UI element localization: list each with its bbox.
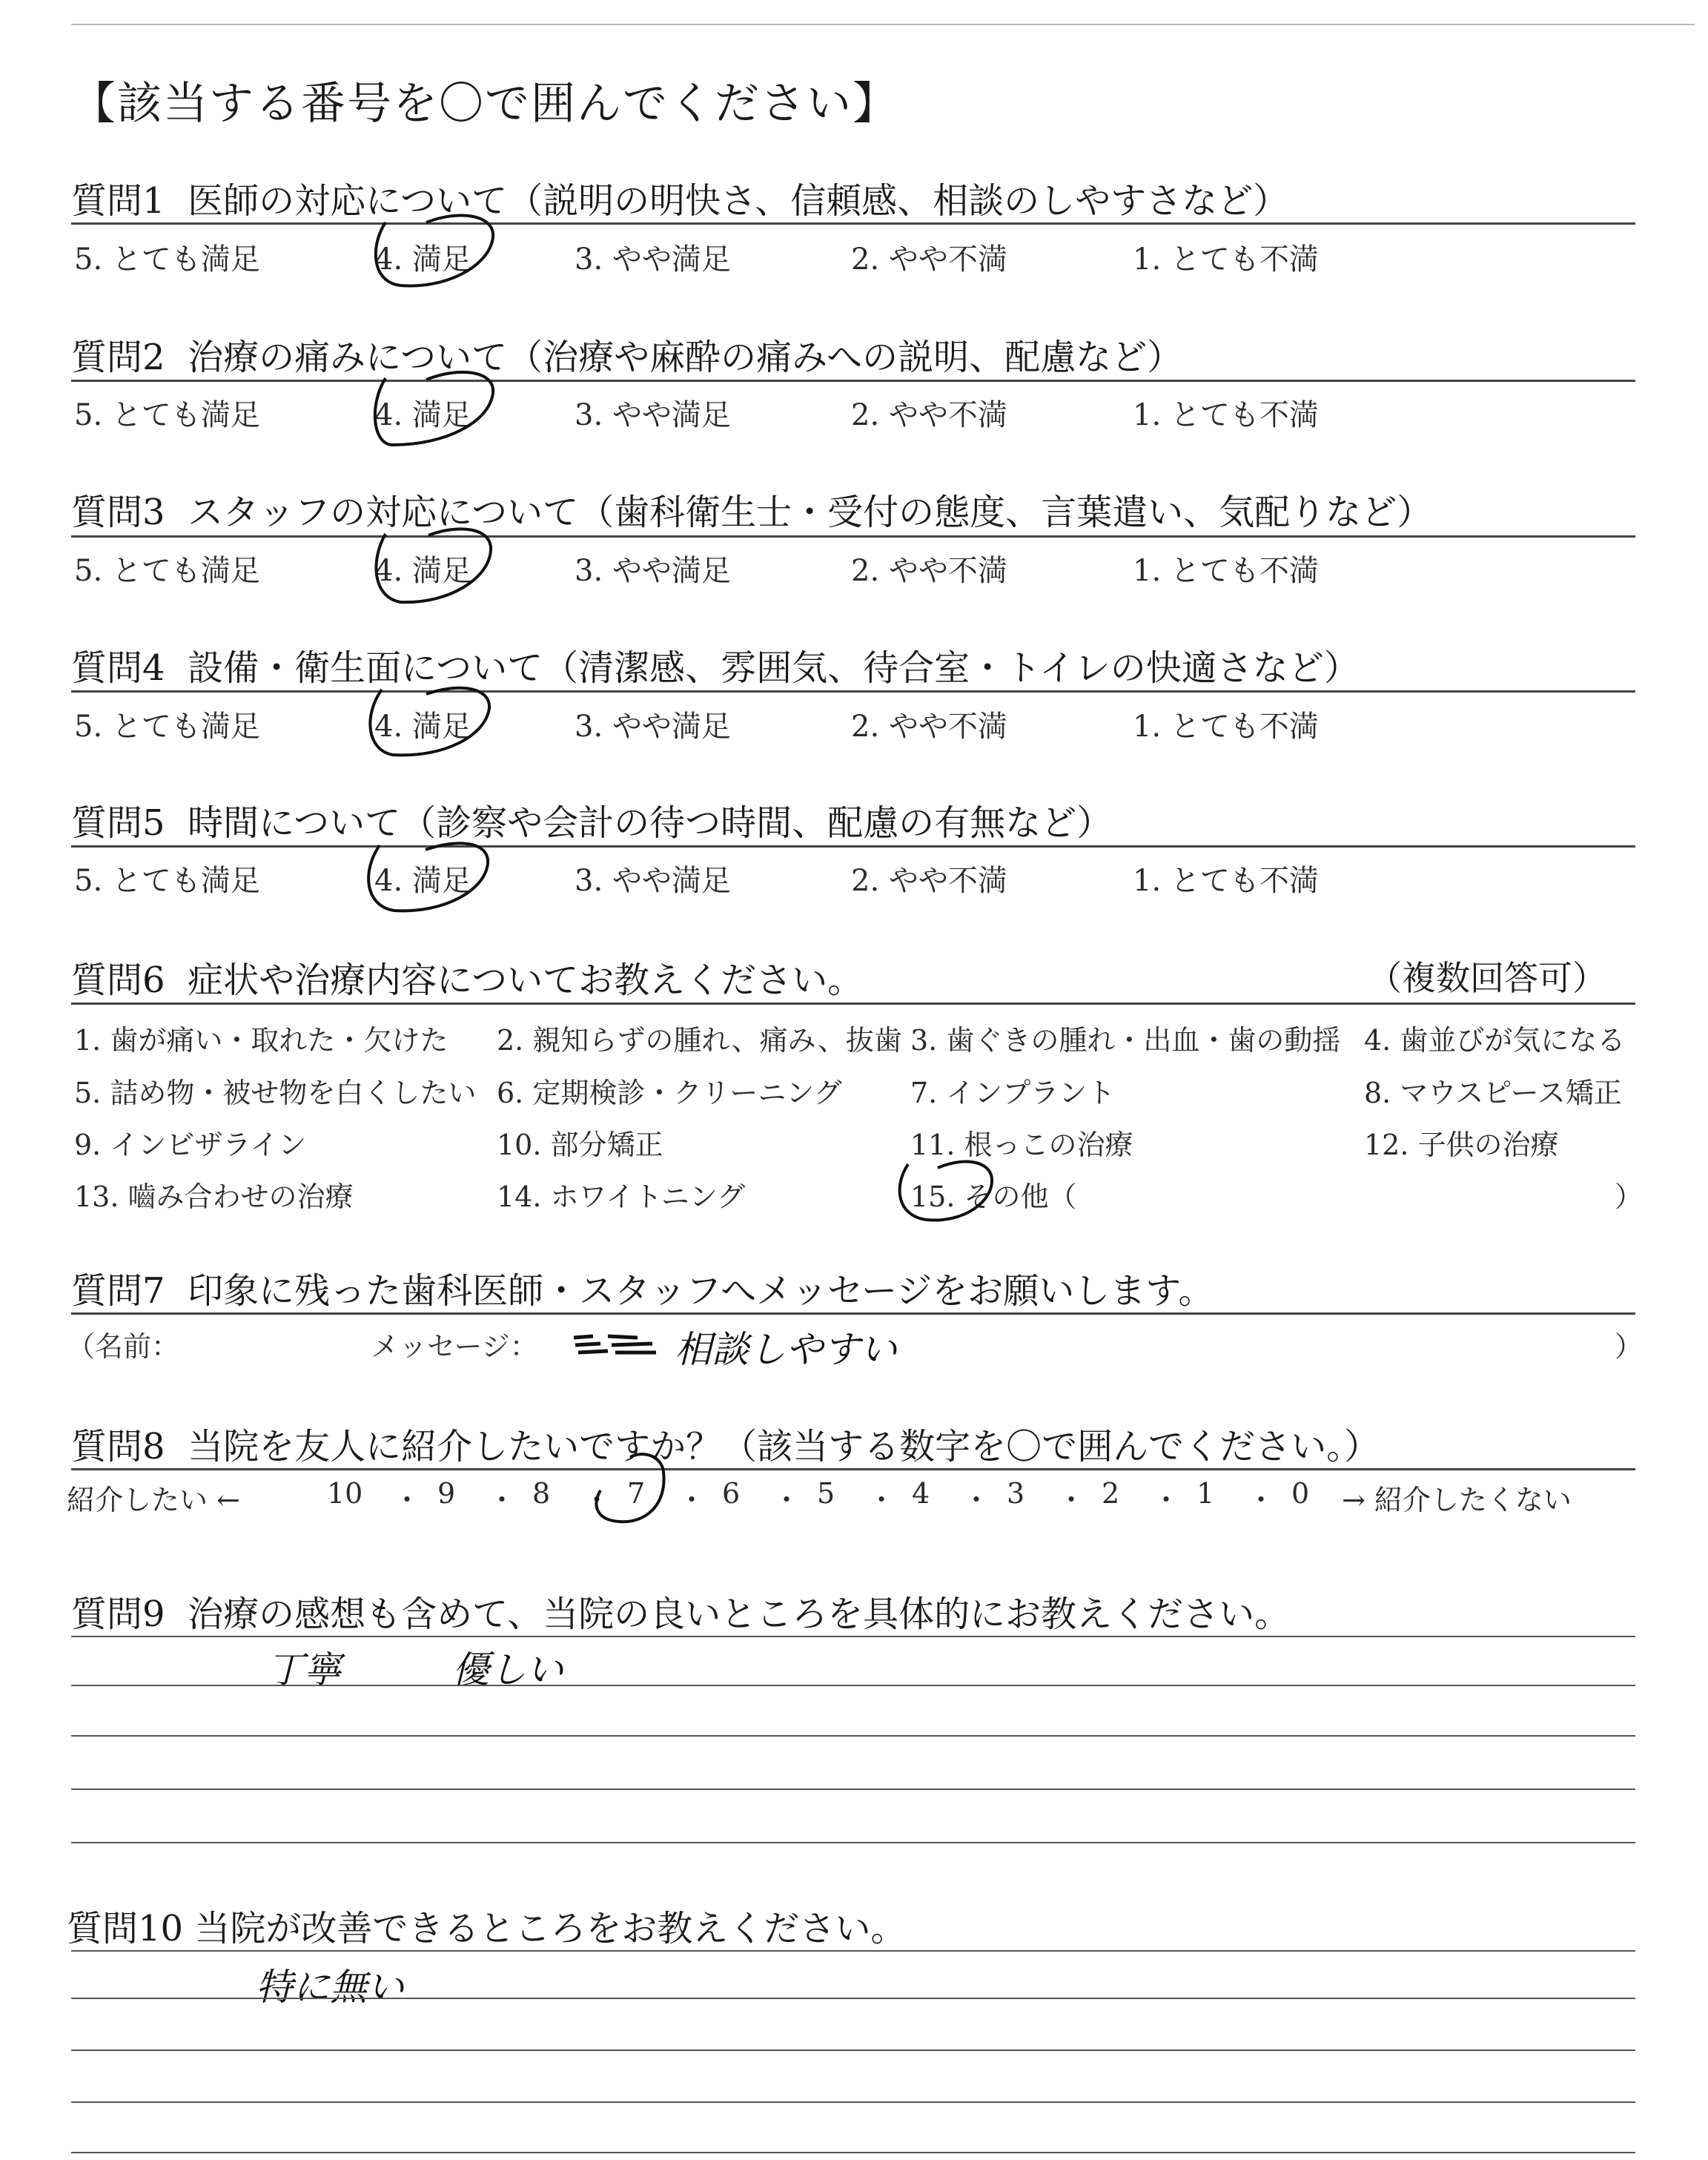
q6-option-7[interactable]: 7. インプラント	[910, 1077, 1116, 1109]
q6-option-13[interactable]: 13. 嚙み合わせの治療	[74, 1180, 354, 1213]
scale-1[interactable]: 1	[1196, 1477, 1215, 1510]
q2-option-1[interactable]: 1. とても不満	[1133, 398, 1319, 432]
question-10-label: 質問10	[67, 1908, 184, 1949]
q3-selection-circle	[376, 529, 491, 602]
question-9-text: 治療の感想も含めて、当院の良いところを具体的にお教えください。	[188, 1593, 1291, 1635]
q2-option-2[interactable]: 2. やや不満	[851, 398, 1007, 432]
q9-answer-1[interactable]: 丁寧	[267, 1648, 341, 1691]
q1-selection-circle	[376, 215, 493, 285]
question-9-label: 質問9	[71, 1593, 165, 1635]
q6-option-6[interactable]: 6. 定期検診・クリーニング	[497, 1077, 842, 1109]
question-6-label: 質問6	[71, 960, 165, 1001]
q5-selection-circle	[368, 843, 488, 911]
q6-option-4[interactable]: 4. 歯並びが気になる	[1364, 1024, 1626, 1057]
scale-dot: ・	[1247, 1484, 1276, 1516]
q3-option-2[interactable]: 2. やや不満	[851, 554, 1007, 588]
q4-option-1[interactable]: 1. とても不満	[1133, 710, 1319, 744]
multiple-answer-note: （複数回答可）	[1368, 958, 1606, 998]
q6-selection-circle	[900, 1162, 992, 1221]
scale-2[interactable]: 2	[1102, 1477, 1120, 1510]
scale-dot: ・	[867, 1484, 896, 1516]
message-label: メッセージ：	[371, 1330, 538, 1363]
q3-option-1[interactable]: 1. とても不満	[1133, 554, 1319, 588]
q5-option-4[interactable]: 4. 満足	[374, 864, 471, 898]
q6-option-9[interactable]: 9. インビザライン	[74, 1129, 307, 1161]
scale-7[interactable]: 7	[627, 1477, 646, 1510]
scale-dot: ・	[1152, 1484, 1181, 1516]
q3-option-5[interactable]: 5. とても満足	[74, 554, 260, 588]
q3-option-4[interactable]: 4. 満足	[374, 554, 471, 588]
question-2-text: 治療の痛みについて（治療や麻酔の痛みへの説明、配慮など）	[188, 337, 1183, 378]
question-1-label: 質問1	[71, 180, 165, 222]
q5-option-2[interactable]: 2. やや不満	[851, 864, 1007, 898]
q6-option-15[interactable]: 15. その他（	[910, 1180, 1077, 1213]
q6-option-12[interactable]: 12. 子供の治療	[1364, 1129, 1559, 1161]
q1-option-4[interactable]: 4. 満足	[374, 242, 471, 277]
q4-option-2[interactable]: 2. やや不満	[851, 710, 1007, 744]
question-3-label: 質問3	[71, 492, 165, 533]
q1-option-3[interactable]: 3. やや満足	[575, 242, 731, 277]
q6-option-15-close: ）	[1615, 1180, 1644, 1213]
question-1-text: 医師の対応について（説明の明快さ、信頼感、相談のしやすさなど）	[188, 180, 1289, 222]
question-5-label: 質問5	[71, 802, 165, 844]
question-8-text: 当院を友人に紹介したいですか？（該当する数字を〇で囲んでください。）	[188, 1426, 1380, 1467]
question-8-label: 質問8	[71, 1426, 165, 1467]
scale-dot: ・	[488, 1484, 517, 1516]
question-7-text: 印象に残った歯科医師・スタッフへメッセージをお願いします。	[188, 1270, 1214, 1312]
question-6-text: 症状や治療内容についてお教えください。	[188, 960, 864, 1001]
question-4-label: 質問4	[71, 647, 165, 689]
scale-0[interactable]: 0	[1291, 1477, 1310, 1510]
scale-dot: ・	[393, 1484, 422, 1516]
q2-option-3[interactable]: 3. やや満足	[575, 398, 731, 432]
q1-option-1[interactable]: 1. とても不満	[1133, 242, 1319, 277]
scale-5[interactable]: 5	[817, 1477, 835, 1510]
recommend-right-label: → 紹介したくない	[1342, 1484, 1572, 1516]
scale-9[interactable]: 9	[437, 1477, 456, 1510]
q6-option-8[interactable]: 8. マウスピース矯正	[1364, 1077, 1622, 1109]
q10-answer[interactable]: 特に無い	[256, 1966, 404, 2009]
q6-option-3[interactable]: 3. 歯ぐきの腫れ・出血・歯の動揺	[910, 1024, 1341, 1057]
q3-option-3[interactable]: 3. やや満足	[575, 554, 731, 588]
q1-option-2[interactable]: 2. やや不満	[851, 242, 1007, 277]
q2-selection-circle	[375, 372, 493, 445]
q4-selection-circle	[370, 688, 489, 756]
question-2-label: 質問2	[71, 337, 165, 378]
q2-option-4[interactable]: 4. 満足	[374, 398, 471, 432]
name-label: （名前：	[67, 1330, 180, 1363]
q9-answer-2[interactable]: 優しい	[452, 1648, 563, 1691]
question-7-label: 質問7	[71, 1270, 165, 1312]
scale-6[interactable]: 6	[722, 1477, 741, 1510]
q4-option-4[interactable]: 4. 満足	[374, 710, 471, 744]
q6-option-2[interactable]: 2. 親知らずの腫れ、痛み、抜歯	[497, 1024, 902, 1057]
message-close-paren: ）	[1615, 1330, 1644, 1363]
q6-option-1[interactable]: 1. 歯が痛い・取れた・欠けた	[74, 1024, 448, 1057]
q5-option-1[interactable]: 1. とても不満	[1133, 864, 1319, 898]
scale-10[interactable]: 10	[327, 1477, 363, 1510]
question-3-text: スタッフの対応について（歯科衛生士・受付の態度、言葉遣い、気配りなど）	[188, 492, 1433, 533]
scale-3[interactable]: 3	[1007, 1477, 1025, 1510]
scale-dot: ・	[962, 1484, 991, 1516]
message-answer[interactable]: 相談しやすい	[675, 1328, 897, 1371]
q8-selection-circle	[596, 1454, 663, 1522]
q2-option-5[interactable]: 5. とても満足	[74, 398, 260, 432]
q1-option-5[interactable]: 5. とても満足	[74, 242, 260, 277]
q5-option-5[interactable]: 5. とても満足	[74, 864, 260, 898]
scale-dot: ・	[583, 1484, 612, 1516]
q6-option-10[interactable]: 10. 部分矯正	[497, 1129, 663, 1161]
question-4-text: 設備・衛生面について（清潔感、雰囲気、待合室・トイレの快適さなど）	[188, 647, 1360, 689]
q5-option-3[interactable]: 3. やや満足	[575, 864, 731, 898]
scale-dot: ・	[772, 1484, 801, 1516]
q4-option-3[interactable]: 3. やや満足	[575, 710, 731, 744]
q6-option-11[interactable]: 11. 根っこの治療	[910, 1129, 1133, 1161]
scale-dot: ・	[678, 1484, 706, 1516]
scale-8[interactable]: 8	[532, 1477, 551, 1510]
scale-4[interactable]: 4	[912, 1477, 930, 1510]
question-10-text: 当院が改善できるところをお教えください。	[194, 1908, 907, 1949]
q6-option-5[interactable]: 5. 詰め物・被せ物を白くしたい	[74, 1077, 477, 1109]
scale-dot: ・	[1057, 1484, 1086, 1516]
q6-option-14[interactable]: 14. ホワイトニング	[497, 1180, 746, 1213]
recommend-left-label: 紹介したい ←	[67, 1484, 240, 1516]
question-5-text: 時間について（診察や会計の待つ時間、配慮の有無など）	[188, 802, 1113, 844]
q4-option-5[interactable]: 5. とても満足	[74, 710, 260, 744]
page-title: 【該当する番号を〇で囲んでください】	[71, 78, 898, 130]
